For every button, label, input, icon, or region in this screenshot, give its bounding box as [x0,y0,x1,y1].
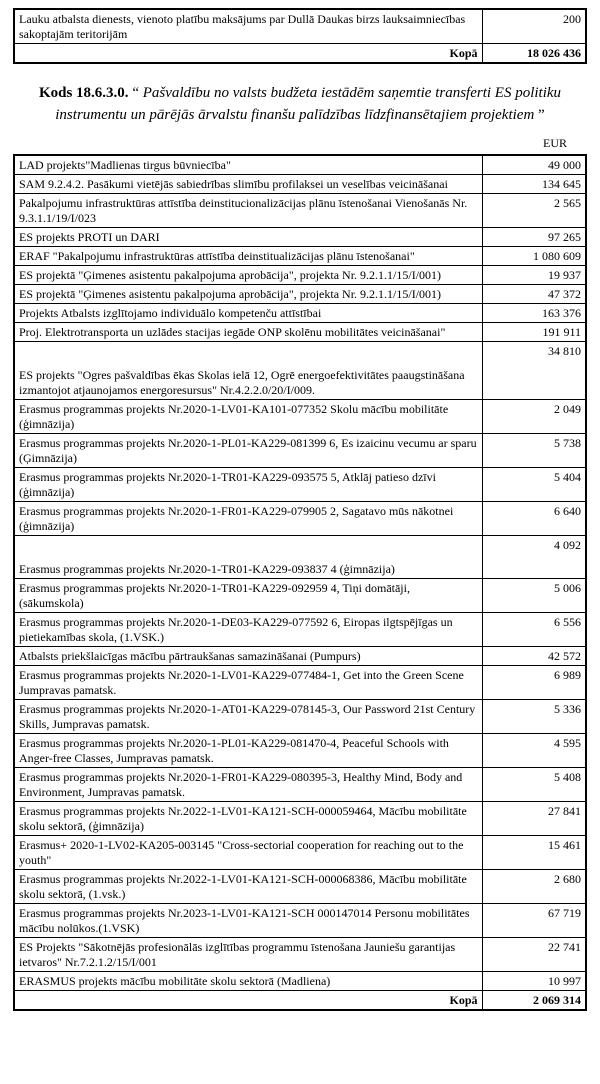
amount-cell: 6 556 [482,613,586,647]
amount-cell: 2 680 [482,870,586,904]
project-label-cell: Erasmus+ 2020-1-LV02-KA205-003145 "Cross-sectorial cooperation for reaching out to the youth" [14,836,482,870]
project-label-cell: ES projekts "Ogres pašvaldības ēkas Skolas ielā 12, Ogrē energoefektivitātes paaugstināšana izmantojot atjaunojamos energoresursus" Nr.4.2.2.0/20/I/009. [14,342,482,400]
amount-cell: 4 595 [482,734,586,768]
projects-table-body [14,155,586,991]
amount-cell: 15 461 [482,836,586,870]
table-row [14,536,586,579]
amount-cell: 5 006 [482,579,586,613]
projects-table [13,154,587,1011]
table-row [14,666,586,700]
table-row [14,400,586,434]
project-label-cell: ES projekts PROTI un DARI [14,228,482,247]
table-row [14,247,586,266]
amount-cell: 134 645 [482,175,586,194]
project-label-cell: Erasmus programmas projekts Nr.2020-1-PL01-KA229-081399 6, Es izaicinu vecumu ar sparu (Ģimnāzija) [14,434,482,468]
amount-cell: 6 640 [482,502,586,536]
section-title: Pašvaldību no valsts budžeta iestādēm saņemtie transferti ES politiku instrumentu un pārējās ārvalstu finanšu palīdzības līdzfinansētajiem projektiem [55,85,562,123]
project-label-cell: Erasmus programmas projekts Nr.2020-1-LV01-KA101-077352 Skolu mācību mobilitāte (ģimnāzija) [14,400,482,434]
open-quote: “ [132,85,139,101]
section-code: Kods 18.6.3.0. [38,85,129,101]
table-row [14,768,586,802]
table-row [14,972,586,991]
table-row [14,734,586,768]
project-label-cell: Erasmus programmas projekts Nr.2020-1-DE03-KA229-077592 6, Eiropas ilgtspējīgas un pietiekamības skola, (1.VSK.) [14,613,482,647]
amount-cell: 4 092 [482,536,586,579]
project-label-cell: ERASMUS projekts mācību mobilitāte skolu sektorā (Madliena) [14,972,482,991]
total-label-cell: Kopā [14,44,482,64]
table-row [14,579,586,613]
table-row [14,175,586,194]
table-row [14,155,586,175]
table-row [14,870,586,904]
table-row [14,700,586,734]
section-heading [13,82,587,126]
project-label-cell: Erasmus programmas projekts Nr.2020-1-AT01-KA229-078145-3, Our Password 21st Century Skills, Jumpravas pamatsk. [14,700,482,734]
amount-cell: 97 265 [482,228,586,247]
table-row [14,266,586,285]
table-row [14,802,586,836]
project-label-cell: LAD projekts"Madlienas tirgus būvniecība" [14,155,482,175]
project-label-cell: SAM 9.2.4.2. Pasākumi vietējās sabiedrības slimību profilaksei un veselības veicināšanai [14,175,482,194]
amount-cell: 10 997 [482,972,586,991]
amount-cell: 19 937 [482,266,586,285]
amount-cell: 2 049 [482,400,586,434]
project-label-cell: ES projektā "Ģimenes asistentu pakalpojuma aprobācija", projekta Nr. 9.2.1.1/15/I/001) [14,266,482,285]
item-label-cell: Lauku atbalsta dienests, vienoto platību maksājums par Dullā Daukas birzs lauksaimniecības sakoptajām teritorijām [14,9,482,44]
table-row [14,938,586,972]
project-label-cell: Erasmus programmas projekts Nr.2020-1-TR01-KA229-092959 4, Tiņi domātāji, (sākumskola) [14,579,482,613]
table-row [14,502,586,536]
projects-table-footer [14,991,586,1011]
project-label-cell: Erasmus programmas projekts Nr.2020-1-TR01-KA229-093575 5, Atklāj patieso dzīvi (ģimnāzija) [14,468,482,502]
project-label-cell: ERAF "Pakalpojumu infrastruktūras attīstība deinstitualizācijas plānu īstenošanai" [14,247,482,266]
project-label-cell: ES projektā "Ģimenes asistentu pakalpojuma aprobācija", projekta Nr. 9.2.1.1/15/I/001) [14,285,482,304]
amount-cell: 5 738 [482,434,586,468]
amount-cell: 49 000 [482,155,586,175]
table-row [14,613,586,647]
table-row [14,904,586,938]
close-quote: ” [538,107,545,123]
project-label-cell: Pakalpojumu infrastruktūras attīstība deinstitucionalizācijas plānu īstenošanai Vienošanās Nr. 9.3.1.1/19/I/023 [14,194,482,228]
table-row [14,304,586,323]
total-row [14,44,586,64]
previous-section-table [13,8,587,64]
amount-cell: 1 080 609 [482,247,586,266]
amount-cell: 42 572 [482,647,586,666]
total-row [14,991,586,1011]
amount-cell: 200 [482,9,586,44]
amount-cell: 67 719 [482,904,586,938]
project-label-cell: Erasmus programmas projekts Nr.2020-1-PL01-KA229-081470-4, Peaceful Schools with Anger-free Classes, Jumpravas pamatsk. [14,734,482,768]
project-label-cell: Erasmus programmas projekts Nr.2023-1-LV01-KA121-SCH 000147014 Personu mobilitātes mācību nolūkos.(1.VSK) [14,904,482,938]
total-amount-cell: 18 026 436 [482,44,586,64]
table-row [14,285,586,304]
table-row [14,194,586,228]
table-row [14,342,586,400]
amount-cell: 5 404 [482,468,586,502]
table-row [14,836,586,870]
total-label-cell: Kopā [14,991,482,1011]
amount-cell: 191 911 [482,323,586,342]
project-label-cell: Atbalsts priekšlaicīgas mācību pārtraukšanas samazināšanai (Pumpurs) [14,647,482,666]
project-label-cell: ES Projekts "Sākotnējās profesionālās izglītības programmu īstenošana Jauniešu garantijas ietvaros" Nr.7.2.1.2/15/I/001 [14,938,482,972]
project-label-cell: Erasmus programmas projekts Nr.2020-1-TR01-KA229-093837 4 (ģimnāzija) [14,536,482,579]
amount-cell: 34 810 [482,342,586,400]
total-amount-cell: 2 069 314 [482,991,586,1011]
project-label-cell: Erasmus programmas projekts Nr.2022-1-LV01-KA121-SCH-000059464, Mācību mobilitāte skolu sektorā, (ģimnāzija) [14,802,482,836]
currency-label: EUR [543,136,567,150]
project-label-cell: Erasmus programmas projekts Nr.2020-1-LV01-KA229-077484-1, Get into the Green Scene Jumpravas pamatsk. [14,666,482,700]
project-label-cell: Projekts Atbalsts izglītojamo individuālo kompetenču attīstībai [14,304,482,323]
amount-cell: 5 336 [482,700,586,734]
project-label-cell: Erasmus programmas projekts Nr.2020-1-FR01-KA229-080395-3, Healthy Mind, Body and Environment, Jumpravas pamatsk. [14,768,482,802]
amount-cell: 6 989 [482,666,586,700]
table-row [14,228,586,247]
table-row [14,468,586,502]
amount-cell: 2 565 [482,194,586,228]
amount-cell: 47 372 [482,285,586,304]
project-label-cell: Proj. Elektrotransporta un uzlādes stacijas iegāde ONP skolēnu mobilitātes veicināšanai" [14,323,482,342]
amount-cell: 163 376 [482,304,586,323]
project-label-cell: Erasmus programmas projekts Nr.2020-1-FR01-KA229-079905 2, Sagatavo mūs nākotnei (ģimnāzija) [14,502,482,536]
project-label-cell: Erasmus programmas projekts Nr.2022-1-LV01-KA121-SCH-000068386, Mācību mobilitāte skolu sektorā, (1.vsk.) [14,870,482,904]
amount-cell: 22 741 [482,938,586,972]
amount-cell: 5 408 [482,768,586,802]
table-row [14,9,586,44]
table-row [14,323,586,342]
amount-cell: 27 841 [482,802,586,836]
table-row [14,434,586,468]
table-row [14,647,586,666]
